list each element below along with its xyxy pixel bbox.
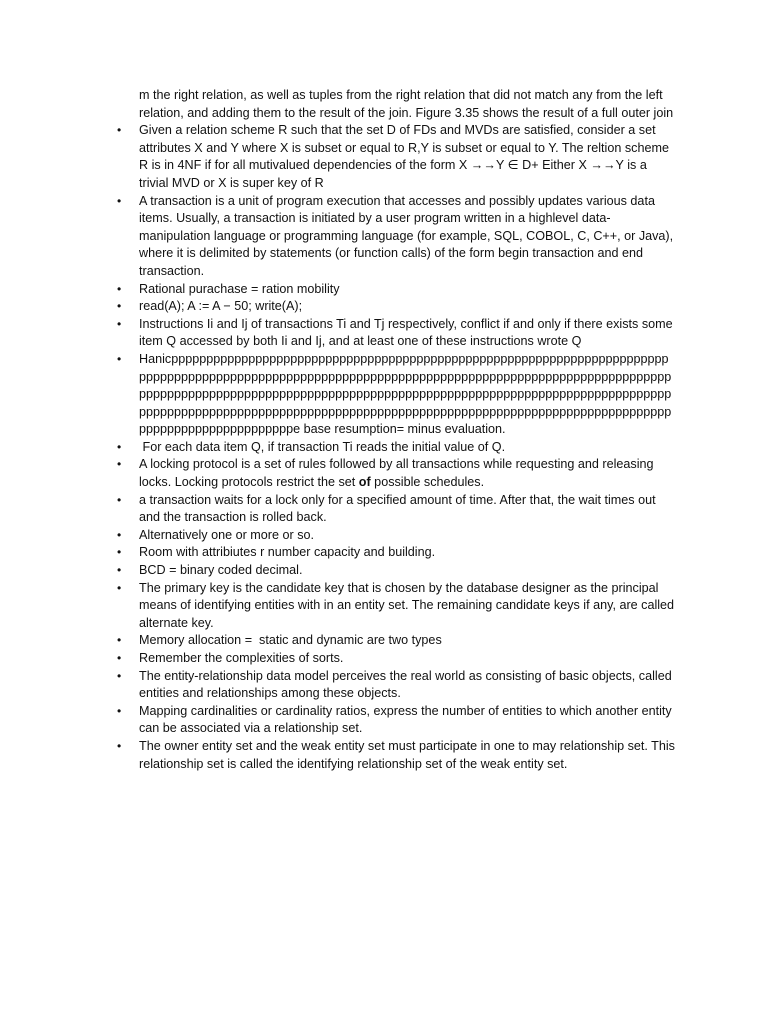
list-item-text: For each data item Q, if transaction Ti reads the initial value of Q. <box>139 439 506 454</box>
list-item-text: Rational purachase = ration mobility <box>139 281 340 296</box>
bullet-icon: • <box>117 439 122 454</box>
bold-word: of <box>358 475 371 490</box>
bullet-icon: • <box>117 651 122 665</box>
list-item <box>117 298 675 316</box>
list-item-text: Alternatively one or more or so. <box>139 527 314 542</box>
bullet-icon: • <box>117 351 122 366</box>
list-item <box>117 580 675 633</box>
list-item-text: Hanicpppppppppppppppppppppppppppppppppppppppppppppppppppppppppppppppppppppppppppppppppppppppppppppppppppppppppppppppppppppppppppppppppppppppppppppppppppppppppppppppppppppppppppppppppppppppppppppppppppppppppppppppppppppppppppppppppppppppppppppppppppppppppppppppppppppppppppppppppppppppppppppppppppppppppppppppppppppppppppppppppe base resumption= minus evaluation. <box>139 351 672 437</box>
bullet-icon: • <box>117 316 122 331</box>
bullet-icon: • <box>117 668 122 683</box>
list-item-text-part: A locking protocol is a set of rules followed by all transactions while requesting and releasing locks. Locking protocols restrict the set <box>139 457 658 490</box>
list-item-text: Given a relation scheme R such that the set D of FDs and MVDs are satisfied, consider a set attributes X and Y where X is subset or equal to R,Y is subset or equal to Y. The reltion scheme R is in 4NF if for all mutivalued dependencies of the form X →→Y ∈ D+ Either X →→Y is a trivial MVD or X is super key of R <box>139 123 669 190</box>
list-item <box>117 492 675 527</box>
bullet-icon: • <box>117 281 122 296</box>
list-item-text: A transaction is a unit of program execution that accesses and possibly updates various data items. Usually, a transaction is initiated by a user program written in a highlevel data-manipulation language or programming language (for example, SQL, COBOL, C, C++, or Java), where it is delimited by statements (or function calls) of the form begin transaction and end transaction. <box>139 193 674 278</box>
bullet-icon: • <box>117 580 122 595</box>
bullet-icon: • <box>117 633 122 648</box>
list-item <box>117 456 675 491</box>
continued-paragraph: m the right relation, as well as tuples from the right relation that did not match any from the left relation, and adding them to the result of the join. Figure 3.35 shows the result of a full outer join <box>139 88 674 120</box>
list-item <box>117 193 675 281</box>
list-item <box>117 122 675 192</box>
list-item-text: BCD = binary coded decimal. <box>139 563 303 578</box>
list-item <box>117 668 675 703</box>
bullet-icon: • <box>117 492 122 507</box>
bullet-icon: • <box>117 738 122 753</box>
list-item-text: Remember the complexities of sorts. <box>139 651 344 665</box>
bullet-icon: • <box>117 299 122 314</box>
bullet-icon: • <box>117 703 122 718</box>
list-item <box>117 650 675 668</box>
bullet-list <box>117 122 675 773</box>
list-item-text: Mapping cardinalities or cardinality ratios, express the number of entities to which another entity can be associated via a relationship set. <box>139 703 672 736</box>
document-body <box>117 87 675 773</box>
list-item <box>117 527 675 545</box>
list-item <box>117 351 675 439</box>
list-item-text: Instructions Ii and Ij of transactions Ti and Tj respectively, conflict if and only if there exists some item Q accessed by both Ii and Ij, and at least one of these instructions wrote Q <box>139 316 673 349</box>
list-item-text: Memory allocation = static and dynamic are two types <box>139 633 442 648</box>
bullet-icon: • <box>117 545 122 560</box>
list-item-text: The entity-relationship data model perceives the real world as consisting of basic objects, called entities and relationships among these objects. <box>139 668 672 701</box>
list-item <box>117 544 675 562</box>
list-item-text: Room with attribiutes r number capacity and building. <box>139 545 436 560</box>
list-item-text: The owner entity set and the weak entity set must participate in one to may relationship set. This relationship set is called the identifying relationship set of the weak entity set. <box>139 738 675 771</box>
list-item <box>117 703 675 738</box>
list-item-text: a transaction waits for a lock only for a specified amount of time. After that, the wait times out and the transaction is rolled back. <box>139 492 656 525</box>
list-item <box>117 632 675 650</box>
list-item <box>117 738 675 773</box>
bullet-icon: • <box>117 527 122 542</box>
bullet-icon: • <box>117 457 122 472</box>
bullet-icon: • <box>117 123 122 138</box>
list-item <box>117 281 675 299</box>
list-item-text-part: possible schedules. <box>370 475 485 490</box>
list-item-text <box>139 457 657 489</box>
list-item-text: The primary key is the candidate key that is chosen by the database designer as the principal means of identifying entities with in an entity set. The remaining candidate keys if any, are called alternate key. <box>139 580 675 630</box>
bullet-icon: • <box>117 563 122 578</box>
bullet-icon: • <box>117 193 122 208</box>
list-item-text: read(A); A := A − 50; write(A); <box>139 299 303 314</box>
list-item <box>117 316 675 351</box>
list-item <box>117 439 675 457</box>
list-item <box>117 562 675 580</box>
